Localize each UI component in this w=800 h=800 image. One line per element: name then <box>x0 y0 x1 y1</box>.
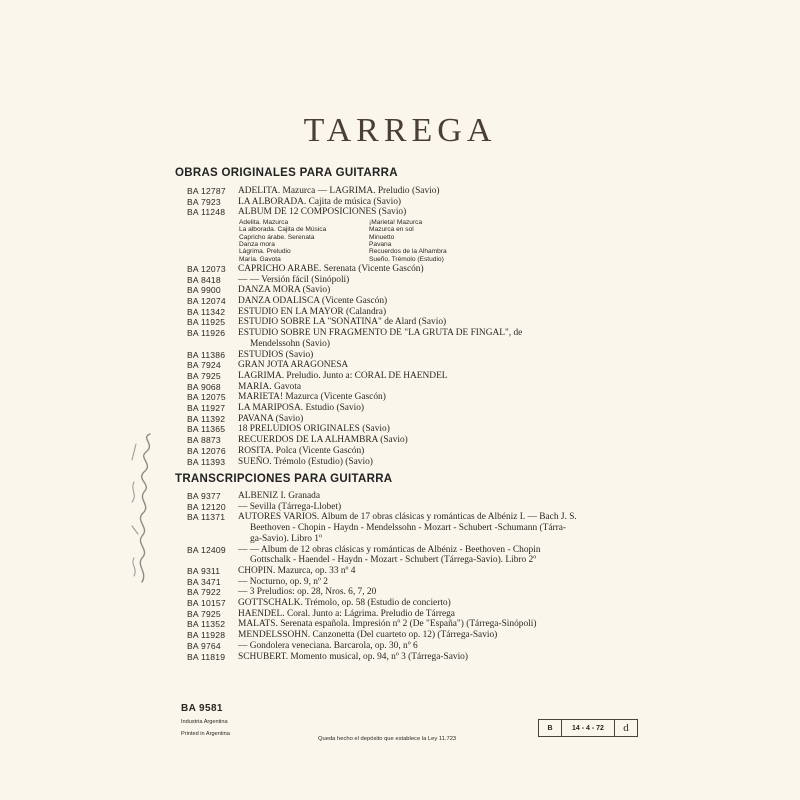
work-title: MARIA. Gavota <box>238 381 302 392</box>
album-contents-grid <box>239 219 499 263</box>
list-item <box>187 186 607 197</box>
catalog-code: BA 11342 <box>187 306 226 317</box>
album-piece: Adelita. Mazurca <box>239 219 289 227</box>
album-piece: La alborada. Cajita de Música <box>239 226 327 234</box>
work-title: MENDELSSOHN. Canzonetta (Del cuarteto op. 12) (Tárrega-Savio) <box>238 630 498 641</box>
work-title: ESTUDIO EN LA MAYOR (Calandra) <box>238 306 387 317</box>
list-item-continuation <box>187 534 607 545</box>
catalog-code: BA 11371 <box>187 512 226 523</box>
work-title: Beethoven - Chopin - Haydn - Mendelssohn - Mozart - Schubert -Schumann (Tárra- <box>250 523 567 534</box>
work-title: ga-Savio). Libro 1º <box>250 533 322 544</box>
catalog-code: BA 12409 <box>187 544 226 555</box>
catalog-code: BA 7923 <box>187 196 221 207</box>
work-title: ESTUDIO SOBRE UN FRAGMENTO DE "LA GRUTA DE FINGAL", de <box>238 328 523 339</box>
list-item <box>187 275 607 286</box>
catalog-code: BA 8873 <box>187 435 221 446</box>
album-piece: Recuerdos de la Alhambra <box>369 248 447 256</box>
list-item <box>187 403 607 414</box>
catalog-code: BA 9764 <box>187 640 221 651</box>
list-item <box>187 566 607 577</box>
album-piece: Danza mora <box>239 241 275 248</box>
work-title: — Sevilla (Tárrega-Llobet) <box>238 501 342 512</box>
catalog-code: BA 7925 <box>187 608 221 619</box>
stamp-letter: d <box>623 722 629 734</box>
work-title: PAVANA (Savio) <box>238 413 304 424</box>
work-title: ALBENIZ I. Granada <box>238 491 320 501</box>
industry-note: Industria Argentina <box>181 719 228 725</box>
work-title: CHOPIN. Mazurca, op. 33 nº 4 <box>238 565 356 576</box>
list-item <box>187 360 607 371</box>
work-title: ROSITA. Polca (Vicente Gascón) <box>238 445 365 456</box>
list-item <box>187 512 607 523</box>
list-item <box>187 264 607 275</box>
list-item <box>187 577 607 588</box>
list-item <box>187 619 607 630</box>
catalog-code: BA 3471 <box>187 576 221 587</box>
work-title: — Gondolera veneciana. Barcarola, op. 30, nº 6 <box>238 640 418 651</box>
album-piece: Lágrima. Preludio <box>239 248 291 256</box>
printed-note: Printed in Argentina <box>181 731 230 737</box>
catalog-code: BA 8418 <box>187 274 221 285</box>
list-item <box>187 414 607 425</box>
work-title: — 3 Preludios: op. 28, Nros. 6, 7, 20 <box>238 587 377 598</box>
catalog-code: BA 11392 <box>187 413 226 424</box>
print-date-stamp <box>538 719 638 737</box>
transcriptions-list <box>187 491 607 662</box>
catalog-code: BA 11926 <box>187 328 226 339</box>
catalog-number: BA 9581 <box>181 703 223 714</box>
list-item <box>187 598 607 609</box>
catalog-code: BA 11925 <box>187 317 226 328</box>
page-title: TARREGA <box>303 112 497 149</box>
album-piece: ¡Marieta! Mazurca <box>369 219 423 227</box>
album-piece: Minuetto <box>369 233 395 241</box>
album-piece: Mazurca en sol <box>369 226 414 234</box>
list-item <box>187 307 607 318</box>
catalog-code: BA 12787 <box>187 186 226 196</box>
list-item <box>187 502 607 513</box>
list-item <box>187 545 607 556</box>
work-title: LAGRIMA. Preludio. Junto a: CORAL DE HAENDEL <box>238 370 448 381</box>
original-works-list <box>187 186 607 467</box>
work-title: — — Album de 12 obras clásicas y románticas de Albéniz - Beethoven - Chopin <box>238 544 541 555</box>
work-title: RECUERDOS DE LA ALHAMBRA (Savio) <box>238 435 408 446</box>
work-title: SUEÑO. Trémolo (Estudio) (Savio) <box>238 456 373 467</box>
catalog-code: BA 12120 <box>187 501 226 512</box>
work-title: HAENDEL. Coral. Junto a: Lágrima. Preludio de Tárrega <box>238 608 455 619</box>
catalog-code: BA 12073 <box>187 263 226 274</box>
catalog-code: BA 9068 <box>187 381 221 392</box>
work-title: — Nocturno, op. 9, nº 2 <box>238 576 328 587</box>
list-item <box>187 296 607 307</box>
catalog-code: BA 12075 <box>187 392 226 403</box>
work-title: LA MARIPOSA. Estudio (Savio) <box>238 403 365 414</box>
list-item-continuation <box>187 555 607 566</box>
list-item <box>187 350 607 361</box>
album-piece: Sueño. Trémolo (Estudio) <box>369 255 444 263</box>
list-item <box>187 609 607 620</box>
catalog-code: BA 11248 <box>187 207 226 218</box>
stamp-date: 14 - 4 - 72 <box>562 720 615 736</box>
section-heading-transcriptions: TRANSCRIPCIONES PARA GUITARRA <box>175 473 393 485</box>
list-item <box>187 207 607 218</box>
catalog-code: BA 11393 <box>187 456 226 467</box>
list-item <box>187 285 607 296</box>
catalog-code: BA 11352 <box>187 619 226 630</box>
stamp-code: B <box>539 720 562 736</box>
catalog-code: BA 10157 <box>187 598 226 609</box>
list-item <box>187 382 607 393</box>
album-piece: Capricho árabe. Serenata <box>239 233 315 241</box>
catalog-code: BA 11386 <box>187 349 226 360</box>
work-title: Mendelssohn (Savio) <box>250 338 330 349</box>
list-item <box>187 630 607 641</box>
work-title: Gottschalk - Haendel - Haydn - Mozart - Schubert (Tárrega-Savio). Libro 2º <box>250 555 537 566</box>
work-title: MARIETA! Mazurca (Vicente Gascón) <box>238 392 386 403</box>
list-item-continuation <box>187 523 607 534</box>
work-title: GRAN JOTA ARAGONESA <box>238 360 349 371</box>
section-heading-original-works: OBRAS ORIGINALES PARA GUITARRA <box>175 167 398 179</box>
list-item <box>187 197 607 208</box>
work-title: CAPRICHO ARABE. Serenata (Vicente Gascón) <box>238 263 424 274</box>
list-item <box>187 371 607 382</box>
list-item <box>187 424 607 435</box>
work-title: DANZA ODALISCA (Vicente Gascón) <box>238 296 388 306</box>
work-title: — — Versión fácil (Sinópoli) <box>238 274 350 285</box>
list-item <box>187 457 607 468</box>
catalog-code: BA 11928 <box>187 630 226 641</box>
list-item <box>187 317 607 328</box>
catalog-code: BA 11365 <box>187 424 226 435</box>
work-title: SCHUBERT. Momento musical, op. 94, nº 3 (Tárrega-Savio) <box>238 651 468 662</box>
list-item <box>187 435 607 446</box>
catalog-code: BA 7922 <box>187 587 221 598</box>
work-title: ADELITA. Mazurca — LAGRIMA. Preludio (Savio) <box>238 186 440 196</box>
catalog-code: BA 7924 <box>187 360 221 371</box>
list-item <box>187 491 607 502</box>
work-title: AUTORES VARIOS. Album de 17 obras clásicas y románticas de Albéniz I. — Bach J. S. <box>238 512 577 523</box>
catalog-code: BA 9311 <box>187 565 221 576</box>
catalog-code: BA 7925 <box>187 370 221 381</box>
work-title: ESTUDIO SOBRE LA "SONATINA" de Alard (Savio) <box>238 317 447 328</box>
catalog-code: BA 12076 <box>187 445 226 456</box>
work-title: DANZA MORA (Savio) <box>238 285 331 296</box>
catalog-code: BA 12074 <box>187 296 226 306</box>
catalog-code: BA 9900 <box>187 285 221 296</box>
handwritten-signature <box>122 430 172 590</box>
work-title: 18 PRELUDIOS ORIGINALES (Savio) <box>238 424 390 435</box>
work-title: ESTUDIOS (Savio) <box>238 349 314 360</box>
list-item <box>187 328 607 339</box>
work-title: MALATS. Serenata española. Impresión nº 2 (De "España") (Tárrega-Sinópoli) <box>238 619 537 630</box>
catalog-code: BA 11927 <box>187 403 226 414</box>
album-piece: Pavana <box>369 241 392 248</box>
list-item <box>187 446 607 457</box>
album-piece: María. Gavota <box>239 255 281 263</box>
work-title: ALBUM DE 12 COMPOSICIONES (Savio) <box>238 207 407 218</box>
list-item <box>187 392 607 403</box>
list-item-continuation <box>187 339 607 350</box>
catalog-code: BA 11819 <box>187 651 226 662</box>
catalog-code: BA 9377 <box>187 491 221 501</box>
work-title: LA ALBORADA. Cajita de música (Savio) <box>238 196 401 207</box>
legal-deposit-note: Queda hecho el depósito que establece la Ley 11.723 <box>318 736 457 742</box>
list-item <box>187 587 607 598</box>
list-item <box>187 641 607 652</box>
list-item <box>187 652 607 663</box>
work-title: GOTTSCHALK. Trémolo, op. 58 (Estudio de concierto) <box>238 598 451 609</box>
